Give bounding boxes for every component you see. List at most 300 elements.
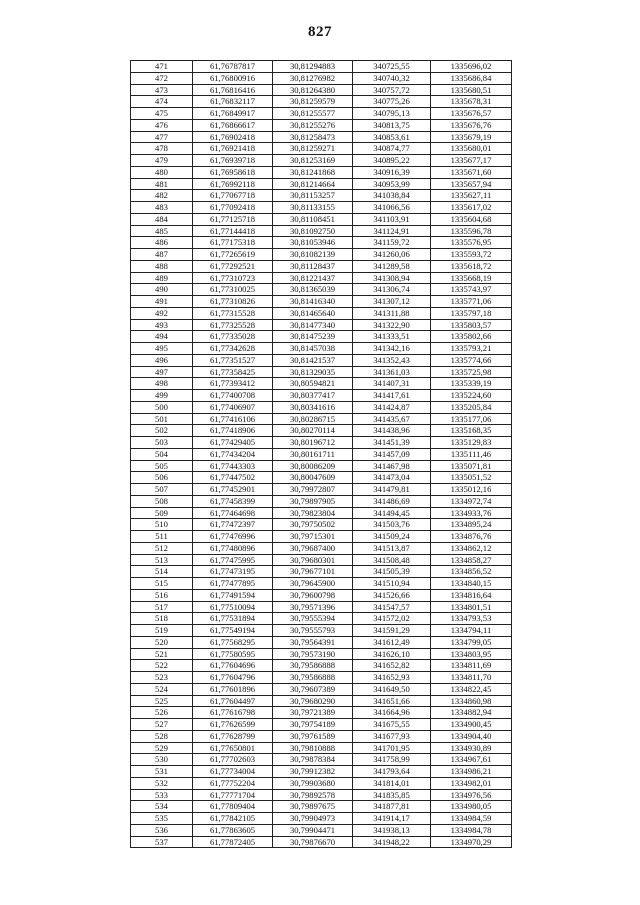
x-coordinate-cell: 341486,69 — [353, 495, 431, 507]
y-coordinate-cell: 1335617,02 — [431, 202, 512, 214]
longitude-cell: 30,79645900 — [273, 578, 353, 590]
longitude-cell: 30,81457038 — [273, 343, 353, 355]
latitude-cell: 61,77265619 — [193, 249, 273, 261]
y-coordinate-cell: 1335618,72 — [431, 260, 512, 272]
table-row — [131, 660, 512, 672]
table-row — [131, 636, 512, 648]
point-number-cell: 492 — [131, 307, 193, 319]
y-coordinate-cell: 1334811,70 — [431, 672, 512, 684]
latitude-cell: 61,77809404 — [193, 801, 273, 813]
latitude-cell: 61,76800916 — [193, 72, 273, 84]
longitude-cell: 30,79607389 — [273, 683, 353, 695]
point-number-cell: 531 — [131, 766, 193, 778]
y-coordinate-cell: 1335797,18 — [431, 307, 512, 319]
latitude-cell: 61,77458399 — [193, 495, 273, 507]
x-coordinate-cell: 341435,67 — [353, 413, 431, 425]
x-coordinate-cell: 341038,84 — [353, 190, 431, 202]
point-number-cell: 522 — [131, 660, 193, 672]
table-row — [131, 601, 512, 613]
longitude-cell: 30,81133155 — [273, 202, 353, 214]
longitude-cell: 30,79715301 — [273, 531, 353, 543]
table-row — [131, 178, 512, 190]
point-number-cell: 523 — [131, 672, 193, 684]
point-number-cell: 518 — [131, 613, 193, 625]
y-coordinate-cell: 1335679,19 — [431, 131, 512, 143]
latitude-cell: 61,77475995 — [193, 554, 273, 566]
latitude-cell: 61,77616798 — [193, 707, 273, 719]
latitude-cell: 61,77144418 — [193, 225, 273, 237]
table-row — [131, 84, 512, 96]
longitude-cell: 30,79687400 — [273, 542, 353, 554]
x-coordinate-cell: 341407,31 — [353, 378, 431, 390]
x-coordinate-cell: 341467,98 — [353, 460, 431, 472]
table-row — [131, 789, 512, 801]
point-number-cell: 485 — [131, 225, 193, 237]
y-coordinate-cell: 1335071,81 — [431, 460, 512, 472]
longitude-cell: 30,80270114 — [273, 425, 353, 437]
table-row — [131, 260, 512, 272]
x-coordinate-cell: 340853,61 — [353, 131, 431, 143]
latitude-cell: 61,77491594 — [193, 589, 273, 601]
table-row — [131, 131, 512, 143]
x-coordinate-cell: 341424,87 — [353, 401, 431, 413]
x-coordinate-cell: 340725,55 — [353, 61, 431, 73]
table-row — [131, 578, 512, 590]
table-row — [131, 448, 512, 460]
longitude-cell: 30,80161711 — [273, 448, 353, 460]
table-row — [131, 484, 512, 496]
latitude-cell: 61,77429405 — [193, 437, 273, 449]
point-number-cell: 536 — [131, 824, 193, 836]
x-coordinate-cell: 341914,17 — [353, 813, 431, 825]
latitude-cell: 61,77549194 — [193, 625, 273, 637]
x-coordinate-cell: 340757,72 — [353, 84, 431, 96]
y-coordinate-cell: 1335743,97 — [431, 284, 512, 296]
table-row — [131, 519, 512, 531]
x-coordinate-cell: 341307,12 — [353, 296, 431, 308]
longitude-cell: 30,81082139 — [273, 249, 353, 261]
y-coordinate-cell: 1335604,68 — [431, 213, 512, 225]
latitude-cell: 61,77400708 — [193, 390, 273, 402]
point-number-cell: 504 — [131, 448, 193, 460]
x-coordinate-cell: 341547,57 — [353, 601, 431, 613]
table-row — [131, 378, 512, 390]
y-coordinate-cell: 1334840,15 — [431, 578, 512, 590]
x-coordinate-cell: 341342,16 — [353, 343, 431, 355]
y-coordinate-cell: 1335129,83 — [431, 437, 512, 449]
x-coordinate-cell: 341308,94 — [353, 272, 431, 284]
latitude-cell: 61,77292521 — [193, 260, 273, 272]
table-row — [131, 683, 512, 695]
latitude-cell: 61,77604497 — [193, 695, 273, 707]
latitude-cell: 61,77416106 — [193, 413, 273, 425]
longitude-cell: 30,81053946 — [273, 237, 353, 249]
x-coordinate-cell: 341352,43 — [353, 354, 431, 366]
point-number-cell: 481 — [131, 178, 193, 190]
longitude-cell: 30,80341616 — [273, 401, 353, 413]
x-coordinate-cell: 341479,81 — [353, 484, 431, 496]
point-number-cell: 513 — [131, 554, 193, 566]
x-coordinate-cell: 341591,29 — [353, 625, 431, 637]
x-coordinate-cell: 341877,81 — [353, 801, 431, 813]
point-number-cell: 484 — [131, 213, 193, 225]
latitude-cell: 61,77358425 — [193, 366, 273, 378]
point-number-cell: 471 — [131, 61, 193, 73]
latitude-cell: 61,77310025 — [193, 284, 273, 296]
x-coordinate-cell: 341066,56 — [353, 202, 431, 214]
x-coordinate-cell: 341814,01 — [353, 777, 431, 789]
y-coordinate-cell: 1335012,16 — [431, 484, 512, 496]
longitude-cell: 30,79904973 — [273, 813, 353, 825]
longitude-cell: 30,79904471 — [273, 824, 353, 836]
latitude-cell: 61,77842105 — [193, 813, 273, 825]
latitude-cell: 61,77472397 — [193, 519, 273, 531]
y-coordinate-cell: 1335224,60 — [431, 390, 512, 402]
x-coordinate-cell: 341438,96 — [353, 425, 431, 437]
table-row — [131, 213, 512, 225]
y-coordinate-cell: 1335676,57 — [431, 108, 512, 120]
x-coordinate-cell: 340775,26 — [353, 96, 431, 108]
point-number-cell: 530 — [131, 754, 193, 766]
longitude-cell: 30,81465640 — [273, 307, 353, 319]
latitude-cell: 61,76849917 — [193, 108, 273, 120]
x-coordinate-cell: 341938,13 — [353, 824, 431, 836]
x-coordinate-cell: 341948,22 — [353, 836, 431, 848]
point-number-cell: 498 — [131, 378, 193, 390]
table-row — [131, 754, 512, 766]
point-number-cell: 478 — [131, 143, 193, 155]
longitude-cell: 30,81258473 — [273, 131, 353, 143]
longitude-cell: 30,79571396 — [273, 601, 353, 613]
point-number-cell: 477 — [131, 131, 193, 143]
y-coordinate-cell: 1334860,98 — [431, 695, 512, 707]
latitude-cell: 61,77650801 — [193, 742, 273, 754]
y-coordinate-cell: 1335668,19 — [431, 272, 512, 284]
longitude-cell: 30,79564391 — [273, 636, 353, 648]
table-row — [131, 648, 512, 660]
x-coordinate-cell: 341513,87 — [353, 542, 431, 554]
longitude-cell: 30,79972807 — [273, 484, 353, 496]
longitude-cell: 30,81365039 — [273, 284, 353, 296]
point-number-cell: 532 — [131, 777, 193, 789]
longitude-cell: 30,81259579 — [273, 96, 353, 108]
y-coordinate-cell: 1334794,11 — [431, 625, 512, 637]
longitude-cell: 30,80047609 — [273, 472, 353, 484]
y-coordinate-cell: 1335678,31 — [431, 96, 512, 108]
longitude-cell: 30,81241868 — [273, 166, 353, 178]
y-coordinate-cell: 1335111,46 — [431, 448, 512, 460]
y-coordinate-cell: 1334858,27 — [431, 554, 512, 566]
y-coordinate-cell: 1334895,24 — [431, 519, 512, 531]
x-coordinate-cell: 341322,90 — [353, 319, 431, 331]
point-number-cell: 482 — [131, 190, 193, 202]
point-number-cell: 502 — [131, 425, 193, 437]
x-coordinate-cell: 341503,76 — [353, 519, 431, 531]
longitude-cell: 30,79903680 — [273, 777, 353, 789]
table-row — [131, 566, 512, 578]
y-coordinate-cell: 1334793,53 — [431, 613, 512, 625]
y-coordinate-cell: 1335725,98 — [431, 366, 512, 378]
point-number-cell: 515 — [131, 578, 193, 590]
y-coordinate-cell: 1334799,05 — [431, 636, 512, 648]
y-coordinate-cell: 1335686,84 — [431, 72, 512, 84]
longitude-cell: 30,79680301 — [273, 554, 353, 566]
longitude-cell: 30,81092750 — [273, 225, 353, 237]
point-number-cell: 525 — [131, 695, 193, 707]
x-coordinate-cell: 341675,55 — [353, 719, 431, 731]
longitude-cell: 30,79892578 — [273, 789, 353, 801]
point-number-cell: 496 — [131, 354, 193, 366]
y-coordinate-cell: 1335676,76 — [431, 119, 512, 131]
longitude-cell: 30,79555394 — [273, 613, 353, 625]
longitude-cell: 30,81329035 — [273, 366, 353, 378]
point-number-cell: 521 — [131, 648, 193, 660]
point-number-cell: 506 — [131, 472, 193, 484]
latitude-cell: 61,77351527 — [193, 354, 273, 366]
point-number-cell: 514 — [131, 566, 193, 578]
latitude-cell: 61,77510094 — [193, 601, 273, 613]
y-coordinate-cell: 1335168,35 — [431, 425, 512, 437]
x-coordinate-cell: 340795,13 — [353, 108, 431, 120]
y-coordinate-cell: 1334856,52 — [431, 566, 512, 578]
point-number-cell: 526 — [131, 707, 193, 719]
latitude-cell: 61,77447502 — [193, 472, 273, 484]
x-coordinate-cell: 341651,66 — [353, 695, 431, 707]
table-row — [131, 625, 512, 637]
table-row — [131, 707, 512, 719]
longitude-cell: 30,80086209 — [273, 460, 353, 472]
table-row — [131, 742, 512, 754]
point-number-cell: 486 — [131, 237, 193, 249]
point-number-cell: 533 — [131, 789, 193, 801]
point-number-cell: 476 — [131, 119, 193, 131]
table-row — [131, 836, 512, 848]
latitude-cell: 61,77477895 — [193, 578, 273, 590]
x-coordinate-cell: 341526,66 — [353, 589, 431, 601]
longitude-cell: 30,79897905 — [273, 495, 353, 507]
x-coordinate-cell: 341494,45 — [353, 507, 431, 519]
latitude-cell: 61,76921418 — [193, 143, 273, 155]
point-number-cell: 483 — [131, 202, 193, 214]
point-number-cell: 509 — [131, 507, 193, 519]
latitude-cell: 61,77604696 — [193, 660, 273, 672]
y-coordinate-cell: 1335177,06 — [431, 413, 512, 425]
x-coordinate-cell: 340953,99 — [353, 178, 431, 190]
longitude-cell: 30,81221437 — [273, 272, 353, 284]
longitude-cell: 30,79586888 — [273, 672, 353, 684]
longitude-cell: 30,79555793 — [273, 625, 353, 637]
latitude-cell: 61,77601896 — [193, 683, 273, 695]
table-row — [131, 813, 512, 825]
latitude-cell: 61,77480896 — [193, 542, 273, 554]
y-coordinate-cell: 1334801,51 — [431, 601, 512, 613]
x-coordinate-cell: 341664,96 — [353, 707, 431, 719]
table-row — [131, 613, 512, 625]
y-coordinate-cell: 1334984,59 — [431, 813, 512, 825]
longitude-cell: 30,81416340 — [273, 296, 353, 308]
point-number-cell: 495 — [131, 343, 193, 355]
x-coordinate-cell: 341417,61 — [353, 390, 431, 402]
table-row — [131, 777, 512, 789]
latitude-cell: 61,77325528 — [193, 319, 273, 331]
latitude-cell: 61,77604796 — [193, 672, 273, 684]
table-row — [131, 331, 512, 343]
latitude-cell: 61,77476996 — [193, 531, 273, 543]
latitude-cell: 61,77628799 — [193, 730, 273, 742]
x-coordinate-cell: 341793,64 — [353, 766, 431, 778]
latitude-cell: 61,77473195 — [193, 566, 273, 578]
point-number-cell: 479 — [131, 155, 193, 167]
y-coordinate-cell: 1334816,64 — [431, 589, 512, 601]
latitude-cell: 61,77315528 — [193, 307, 273, 319]
y-coordinate-cell: 1335793,21 — [431, 343, 512, 355]
x-coordinate-cell: 340740,32 — [353, 72, 431, 84]
point-number-cell: 529 — [131, 742, 193, 754]
y-coordinate-cell: 1335696,02 — [431, 61, 512, 73]
coordinates-table — [130, 60, 512, 848]
latitude-cell: 61,76992118 — [193, 178, 273, 190]
y-coordinate-cell: 1335205,84 — [431, 401, 512, 413]
latitude-cell: 61,77752204 — [193, 777, 273, 789]
x-coordinate-cell: 341612,49 — [353, 636, 431, 648]
point-number-cell: 493 — [131, 319, 193, 331]
table-row — [131, 425, 512, 437]
point-number-cell: 497 — [131, 366, 193, 378]
y-coordinate-cell: 1334970,29 — [431, 836, 512, 848]
table-row — [131, 437, 512, 449]
point-number-cell: 508 — [131, 495, 193, 507]
table-row — [131, 472, 512, 484]
y-coordinate-cell: 1334980,05 — [431, 801, 512, 813]
longitude-cell: 30,81276982 — [273, 72, 353, 84]
table-row — [131, 366, 512, 378]
point-number-cell: 501 — [131, 413, 193, 425]
longitude-cell: 30,79750502 — [273, 519, 353, 531]
table-row — [131, 249, 512, 261]
x-coordinate-cell: 341451,39 — [353, 437, 431, 449]
longitude-cell: 30,79810888 — [273, 742, 353, 754]
point-number-cell: 500 — [131, 401, 193, 413]
y-coordinate-cell: 1335802,66 — [431, 331, 512, 343]
x-coordinate-cell: 341649,50 — [353, 683, 431, 695]
x-coordinate-cell: 341758,99 — [353, 754, 431, 766]
y-coordinate-cell: 1335677,17 — [431, 155, 512, 167]
longitude-cell: 30,80286715 — [273, 413, 353, 425]
longitude-cell: 30,79878384 — [273, 754, 353, 766]
table-row — [131, 354, 512, 366]
x-coordinate-cell: 341333,51 — [353, 331, 431, 343]
table-row — [131, 801, 512, 813]
y-coordinate-cell: 1334982,01 — [431, 777, 512, 789]
x-coordinate-cell: 340874,77 — [353, 143, 431, 155]
y-coordinate-cell: 1335051,52 — [431, 472, 512, 484]
x-coordinate-cell: 341835,85 — [353, 789, 431, 801]
x-coordinate-cell: 340916,39 — [353, 166, 431, 178]
y-coordinate-cell: 1334882,94 — [431, 707, 512, 719]
page-number: 827 — [308, 24, 332, 40]
longitude-cell: 30,79823804 — [273, 507, 353, 519]
longitude-cell: 30,81214664 — [273, 178, 353, 190]
longitude-cell: 30,79680290 — [273, 695, 353, 707]
table-row — [131, 672, 512, 684]
table-row — [131, 507, 512, 519]
table-row — [131, 190, 512, 202]
longitude-cell: 30,79761589 — [273, 730, 353, 742]
point-number-cell: 494 — [131, 331, 193, 343]
longitude-cell: 30,80594821 — [273, 378, 353, 390]
y-coordinate-cell: 1334876,76 — [431, 531, 512, 543]
point-number-cell: 519 — [131, 625, 193, 637]
latitude-cell: 61,77418906 — [193, 425, 273, 437]
table-row — [131, 284, 512, 296]
x-coordinate-cell: 341260,06 — [353, 249, 431, 261]
x-coordinate-cell: 341473,04 — [353, 472, 431, 484]
point-number-cell: 507 — [131, 484, 193, 496]
latitude-cell: 61,77734004 — [193, 766, 273, 778]
y-coordinate-cell: 1334972,74 — [431, 495, 512, 507]
latitude-cell: 61,77771704 — [193, 789, 273, 801]
table-row — [131, 589, 512, 601]
point-number-cell: 528 — [131, 730, 193, 742]
latitude-cell: 61,76816416 — [193, 84, 273, 96]
y-coordinate-cell: 1334900,45 — [431, 719, 512, 731]
longitude-cell: 30,79600798 — [273, 589, 353, 601]
point-number-cell: 527 — [131, 719, 193, 731]
latitude-cell: 61,76939718 — [193, 155, 273, 167]
table-row — [131, 143, 512, 155]
longitude-cell: 30,81253169 — [273, 155, 353, 167]
x-coordinate-cell: 341159,72 — [353, 237, 431, 249]
latitude-cell: 61,77434204 — [193, 448, 273, 460]
y-coordinate-cell: 1334803,95 — [431, 648, 512, 660]
latitude-cell: 61,77452901 — [193, 484, 273, 496]
table-row — [131, 542, 512, 554]
longitude-cell: 30,81294883 — [273, 61, 353, 73]
longitude-cell: 30,79912382 — [273, 766, 353, 778]
latitude-cell: 61,77125718 — [193, 213, 273, 225]
point-number-cell: 516 — [131, 589, 193, 601]
y-coordinate-cell: 1335576,95 — [431, 237, 512, 249]
table-row — [131, 460, 512, 472]
latitude-cell: 61,76958618 — [193, 166, 273, 178]
longitude-cell: 30,81255276 — [273, 119, 353, 131]
table-row — [131, 296, 512, 308]
latitude-cell: 61,77393412 — [193, 378, 273, 390]
table-row — [131, 413, 512, 425]
y-coordinate-cell: 1335671,60 — [431, 166, 512, 178]
latitude-cell: 61,77464698 — [193, 507, 273, 519]
y-coordinate-cell: 1335339,19 — [431, 378, 512, 390]
point-number-cell: 490 — [131, 284, 193, 296]
latitude-cell: 61,77568295 — [193, 636, 273, 648]
y-coordinate-cell: 1334904,40 — [431, 730, 512, 742]
longitude-cell: 30,79677101 — [273, 566, 353, 578]
latitude-cell: 61,77531894 — [193, 613, 273, 625]
table-row — [131, 390, 512, 402]
longitude-cell: 30,79754189 — [273, 719, 353, 731]
table-row — [131, 166, 512, 178]
point-number-cell: 472 — [131, 72, 193, 84]
table-row — [131, 824, 512, 836]
latitude-cell: 61,76902418 — [193, 131, 273, 143]
table-row — [131, 401, 512, 413]
table-row — [131, 72, 512, 84]
longitude-cell: 30,81255577 — [273, 108, 353, 120]
latitude-cell: 61,76832117 — [193, 96, 273, 108]
x-coordinate-cell: 341457,09 — [353, 448, 431, 460]
coordinates-table-body — [131, 61, 512, 848]
y-coordinate-cell: 1335657,94 — [431, 178, 512, 190]
